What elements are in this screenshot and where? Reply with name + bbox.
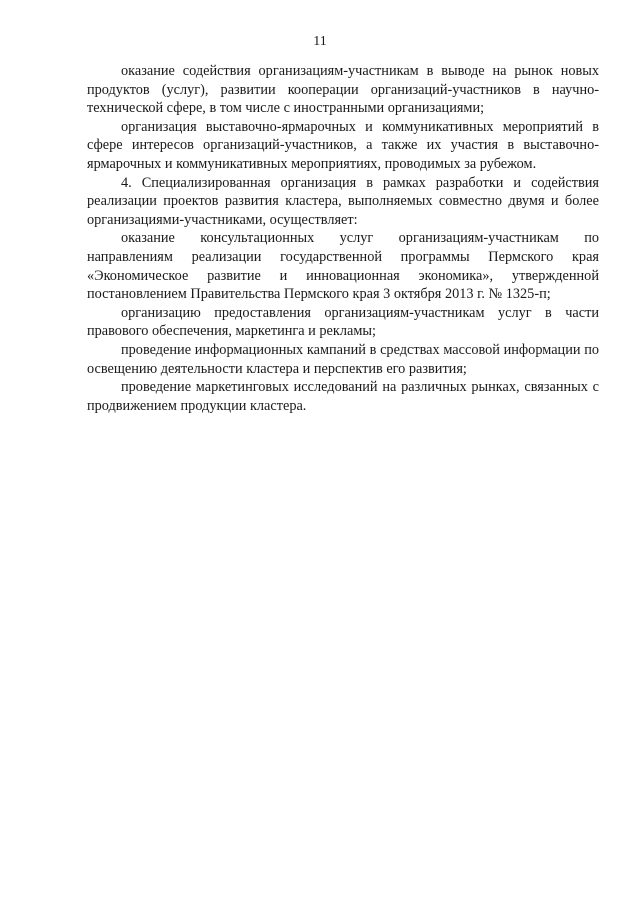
paragraph-consulting-services: оказание консультационных услуг организациям-участникам по направлениям реализации государственной программы Пермского края «Экономическое развитие и инновационная экономика», утвержденной постановлением Правительства Пермского края 3 октября 2013 г. № 1325-п; xyxy=(87,230,599,303)
document-body xyxy=(87,62,599,415)
paragraph-legal-marketing: организацию предоставления организациям-участникам услуг в части правового обеспечения, маркетинга и рекламы; xyxy=(87,304,599,340)
paragraph-section-4-intro: 4. Специализированная организация в рамках разработки и содействия реализации проектов развития кластера, выполняемых совместно двумя и более организациями-участниками, осуществляет: xyxy=(87,174,599,228)
page-number: 11 xyxy=(313,34,327,49)
paragraph-media-campaigns: проведение информационных кампаний в средствах массовой информации по освещению деятельности кластера и перспектив его развития; xyxy=(87,341,599,377)
paragraph-exhibition-events: организация выставочно-ярмарочных и коммуникативных мероприятий в сфере интересов организаций-участников, а также их участия в выставочно-ярмарочных и коммуникативных мероприятиях, проводимых за рубежом. xyxy=(87,118,599,172)
paragraph-market-research: проведение маркетинговых исследований на различных рынках, связанных с продвижением продукции кластера. xyxy=(87,379,599,414)
paragraph-market-promotion: оказание содействия организациям-участникам в выводе на рынок новых продуктов (услуг), развитии кооперации организаций-участников в научно-технической сфере, в том числе с иностранными организациями; xyxy=(87,63,599,117)
